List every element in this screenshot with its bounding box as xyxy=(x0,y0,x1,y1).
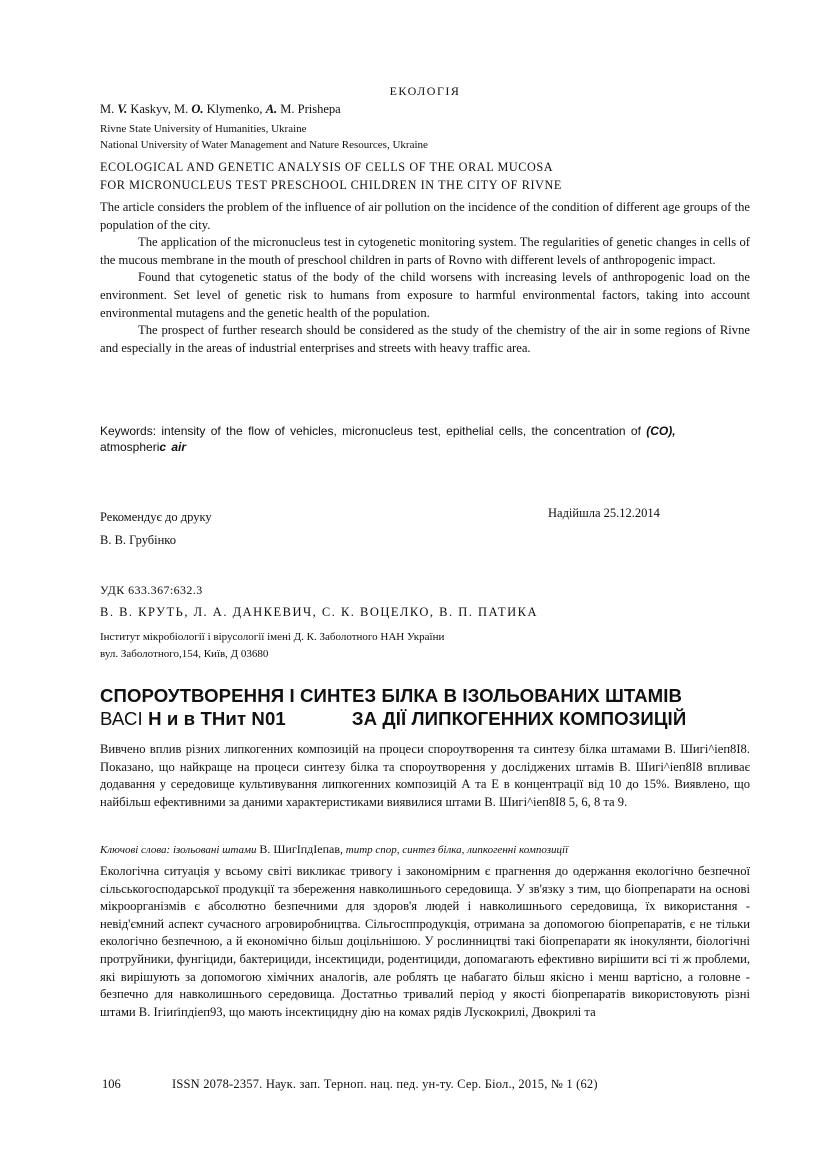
keywords-text: Keywords: intensity of the flow of vehicles, micronucleus test, epithelial cells, the concentration of xyxy=(100,424,647,438)
body-paragraph: Екологічна ситуація у всьому світі викликає тривогу і закономірним є прагнення до одержання екологічно безпечної сільськогосподарської продукції та збереження навколишнього середовища. У зв'язку з тим, що біопрепарати на основі мікроорганізмів є абсолютно безпечними для здоров'я людей і навколишнього середовища, їх використання - невід'ємний аспект сучасного агровиробництва. Сільгосппродукція, отримана за допомогою біопрепаратів, є не тільки екологічно безпечною, а й економічно більш доцільнішою. У рослинництві такі біопрепарати як інокулянти, біологічні протруйники, фунгіциди, бактерициди, інсектициди, родентициди, допомагають ефективно вирішити всі ті ж проблеми, які вирішують за допомогою хімічних аналогів, але роблять це набагато більш якісно і менш вартісно, а головне - безпечно для навколишнього середовища. Достатньо тривалий період у якості біопрепаратів використовують різні штами В. Ігіиґіпдіеп93, що мають інсектицидну дію на комах рядів Лускокрилі, Двокрилі та xyxy=(100,864,750,1019)
affiliation-line: Інститут мікробіології і вірусології імені Д. К. Заболотного НАН України xyxy=(100,631,445,643)
keywords-text: Ключові слова: ізольовані штами xyxy=(100,844,260,856)
udk-code: УДК 633.367:632.3 xyxy=(100,583,203,597)
affiliation-line: вул. Заболотного,154, Київ, Д 03680 xyxy=(100,648,269,660)
author-initial: M. xyxy=(100,102,115,116)
title-line: ECOLOGICAL AND GENETIC ANALYSIS OF CELLS OF THE ORAL MUCOSA xyxy=(100,160,554,174)
affiliation-line: Rivne State University of Humanities, Ukraine xyxy=(100,123,307,135)
article2-body xyxy=(100,863,750,1021)
keywords-end-bold: c air xyxy=(159,440,187,454)
abstract-paragraph: Found that cytogenetic status of the body of the child worsens with increasing levels of anthropogenic load on the environment. Set level of genetic risk to humans from exposure to harmful environmental factors, taking into account environmental mutagens and the genetic health of the population. xyxy=(100,270,750,320)
article1-title xyxy=(100,158,750,194)
title-fragment: Н и в ТНит N01 xyxy=(148,708,286,729)
article1-keywords xyxy=(100,423,750,455)
author-surname: Klymenko, xyxy=(206,102,263,116)
recommend-label: Рекомендує до друку xyxy=(100,510,212,524)
title-line: FOR MICRONUCLEUS TEST PRESCHOOL CHILDREN IN THE CITY OF RIVNE xyxy=(100,178,562,192)
author-initial: M. xyxy=(280,102,295,116)
journal-footer: ISSN 2078-2357. Наук. зап. Терноп. нац. пед. ун-ту. Сер. Біол., 2015, № 1 (62) xyxy=(172,1077,598,1091)
abstract-paragraph: The prospect of further research should be considered as the study of the chemistry of the air in some regions of Rivne and especially in the areas of industrial enterprises and streets with heavy traffic area. xyxy=(100,323,750,355)
article2-title xyxy=(100,684,750,730)
article1-affiliations xyxy=(100,121,750,153)
keywords-end: atmospheri xyxy=(100,440,160,454)
author-surname: Prishepa xyxy=(297,102,341,116)
article2-affiliations xyxy=(100,629,750,663)
author-initial-bold: V. xyxy=(117,102,128,116)
title-fragment: ЗА ДІЇ ЛИПКОГЕННИХ КОМПОЗИЦІЙ xyxy=(351,708,687,729)
title-line xyxy=(100,707,750,730)
recommend-name: В. В. Грубінко xyxy=(100,533,176,547)
title-fragment: ВАСІ xyxy=(100,708,143,729)
keywords-strain: В. ШигІпдІепав, xyxy=(259,842,344,856)
keywords-text: титр спор, синтез білка, липкогенні композиції xyxy=(343,844,569,856)
abstract-paragraph: The article considers the problem of the influence of air pollution on the incidence of the condition of different age groups of the population of the city. xyxy=(100,200,750,232)
section-header: ЕКОЛОГІЯ xyxy=(389,84,461,98)
author-initial-bold: O. xyxy=(191,102,204,116)
received-date: Надійшла 25.12.2014 xyxy=(548,506,660,520)
article2-authors: В. В. КРУТЬ, Л. А. ДАНКЕВИЧ, С. К. ВОЦЕЛКО, В. П. ПАТИКА xyxy=(100,605,539,619)
title-line: СПОРОУТВОРЕННЯ І СИНТЕЗ БІЛКА В ІЗОЛЬОВАНИХ ШТАМІВ xyxy=(100,685,683,706)
article1-abstract xyxy=(100,199,750,357)
page-number: 106 xyxy=(102,1077,121,1091)
article2-abstract: Вивчено вплив різних липкогенних композицій на процеси спороутворення та синтезу білка штамами В. Шигі^іеп8І8. Показано, що найкраще на процеси синтезу білка та спороутворення у досліджених штамів В. Шигі^іеп8І8 впливає додавання у середовище культивування липкогенних композицій А та Е в концентрації від 10 до 15%. Виявлено, що найбільш ефективними за даними характеристиками виявилися штами В. Шигі^іеп8І8 5, 6, 8 та 9. xyxy=(100,742,750,809)
author-surname: Kaskyv, xyxy=(130,102,171,116)
abstract-paragraph: The application of the micronucleus test in cytogenetic monitoring system. The regularities of genetic changes in cells of the mucous membrane in the mouth of preschool children in parts of Rovno with different levels of anthropogenic impact. xyxy=(100,235,750,267)
article1-authors xyxy=(100,102,750,117)
author-initial-bold: A. xyxy=(265,102,278,116)
article2-keywords xyxy=(100,842,750,857)
keywords-co: (CO), xyxy=(646,424,676,438)
affiliation-line: National University of Water Management and Nature Resources, Ukraine xyxy=(100,139,428,151)
author-initial: M. xyxy=(174,102,189,116)
